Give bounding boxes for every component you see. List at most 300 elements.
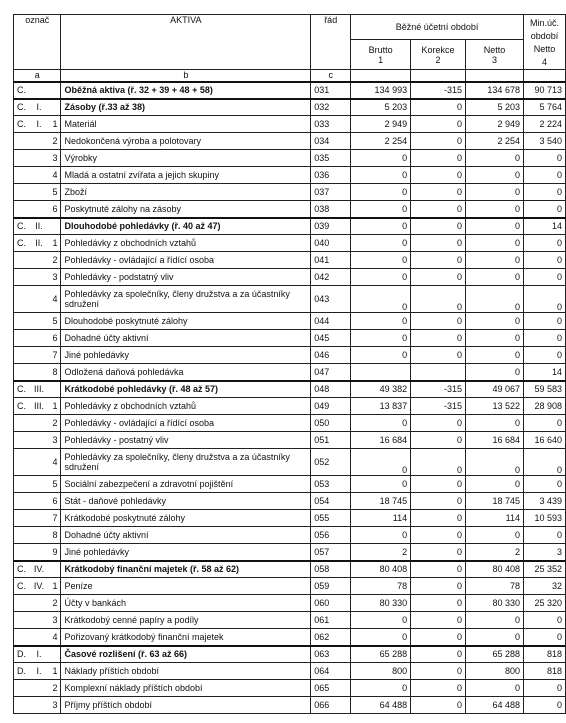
item-name: Jiné pohledávky <box>64 350 130 360</box>
korekce-value: 0 <box>411 184 466 201</box>
marker-group: IV. <box>29 561 49 578</box>
netto-prev-value: 28 908 <box>523 398 565 415</box>
marker-group <box>29 330 49 347</box>
brutto-value: 0 <box>351 680 411 697</box>
netto-prev-value: 3 540 <box>523 133 565 150</box>
marker-group <box>29 510 49 527</box>
item-name-cell <box>61 510 311 527</box>
table-row <box>14 347 566 364</box>
item-name: Jiné pohledávky <box>64 546 130 557</box>
marker-item: 5 <box>49 313 61 330</box>
brutto-value: 134 993 <box>351 82 411 99</box>
marker-item: 2 <box>49 415 61 432</box>
header-min-obdobi: Min.úč. období Netto 4 <box>523 15 565 70</box>
table-row <box>14 286 566 313</box>
item-name: Poskytnuté zálohy na zásoby <box>64 203 182 214</box>
netto-value: 64 488 <box>466 697 524 714</box>
netto-prev-value: 14 <box>523 364 565 381</box>
item-name-cell <box>61 201 311 218</box>
table-row <box>14 218 566 235</box>
item-name-cell <box>61 449 311 476</box>
marker-group: III. <box>29 381 49 398</box>
item-name-cell <box>61 269 311 286</box>
table-row <box>14 133 566 150</box>
item-name-cell <box>61 330 311 347</box>
korekce-value: 0 <box>411 663 466 680</box>
item-name: Pohledávky za společníky, členy družstva a za účastníky sdružení <box>64 289 290 309</box>
netto-value: 18 745 <box>466 493 524 510</box>
header-rad: řád <box>311 15 351 70</box>
marker-group <box>29 269 49 286</box>
marker-group: I. <box>29 646 49 663</box>
korekce-value: 0 <box>411 269 466 286</box>
header-blank <box>466 70 524 82</box>
korekce-value: 0 <box>411 527 466 544</box>
korekce-value: 0 <box>411 629 466 646</box>
item-name-cell <box>61 252 311 269</box>
row-number: 062 <box>311 629 351 646</box>
korekce-value: 0 <box>411 133 466 150</box>
marker-group: II. <box>29 218 49 235</box>
marker-item: 4 <box>49 286 61 313</box>
item-name: Komplexní náklady příštích období <box>64 683 203 693</box>
marker-group: I. <box>29 99 49 116</box>
brutto-value: 0 <box>351 218 411 235</box>
korekce-value <box>411 364 466 381</box>
korekce-value: 0 <box>411 218 466 235</box>
korekce-value: 0 <box>411 150 466 167</box>
item-name-cell <box>61 150 311 167</box>
item-name-cell <box>61 493 311 510</box>
item-name: Pohledávky - ovládající a řídící osoba <box>64 255 215 265</box>
table-row <box>14 252 566 269</box>
item-name: Sociální zabezpečení a zdravotní pojištění <box>64 479 234 489</box>
brutto-value: 80 330 <box>351 595 411 612</box>
netto-prev-value: 3 439 <box>523 493 565 510</box>
table-row <box>14 646 566 663</box>
item-name: Nedokončená výroba a polotovary <box>64 136 202 146</box>
netto-prev-value: 0 <box>523 697 565 714</box>
brutto-value <box>351 364 411 381</box>
item-name: Pohledávky za společníky, členy družstva a za účastníky sdružení <box>64 452 290 472</box>
korekce-value: 0 <box>411 493 466 510</box>
marker-item: 3 <box>49 150 61 167</box>
item-name-cell <box>61 432 311 449</box>
item-name: Dohadné účty aktivní <box>64 530 149 540</box>
row-number: 059 <box>311 578 351 595</box>
item-name: Výrobky <box>64 153 97 163</box>
marker-section: C. <box>14 116 30 133</box>
marker-group <box>29 167 49 184</box>
netto-prev-value: 3 <box>523 544 565 561</box>
item-name: Krátkodobé pohledávky <box>64 384 167 395</box>
marker-section <box>14 510 30 527</box>
header-bezne-obdobi: Běžné účetní období <box>351 15 524 40</box>
item-name: Časové rozlišení <box>64 649 136 660</box>
row-number: 066 <box>311 697 351 714</box>
korekce-value: 0 <box>411 313 466 330</box>
marker-item: 4 <box>49 449 61 476</box>
marker-item: 2 <box>49 133 61 150</box>
item-name-cell <box>61 218 311 235</box>
korekce-value: 0 <box>411 286 466 313</box>
table-row <box>14 201 566 218</box>
item-name-cell <box>61 167 311 184</box>
marker-section <box>14 415 30 432</box>
netto-prev-value: 59 583 <box>523 381 565 398</box>
item-name-cell <box>61 680 311 697</box>
header-col-b: b <box>61 70 311 82</box>
netto-value: 0 <box>466 269 524 286</box>
item-name-cell <box>61 82 311 99</box>
item-name-cell <box>61 561 311 578</box>
netto-prev-value: 25 352 <box>523 561 565 578</box>
item-name: Mladá a ostatní zvířata a jejich skupiny <box>64 170 220 180</box>
marker-section: C. <box>14 82 30 99</box>
row-number: 051 <box>311 432 351 449</box>
korekce-value: 0 <box>411 697 466 714</box>
marker-section <box>14 269 30 286</box>
netto-value: 49 067 <box>466 381 524 398</box>
netto-prev-value: 0 <box>523 184 565 201</box>
item-name-cell <box>61 544 311 561</box>
netto-value: 13 522 <box>466 398 524 415</box>
marker-section: C. <box>14 398 30 415</box>
item-name-cell <box>61 476 311 493</box>
item-name: Stát - daňové pohledávky <box>64 496 167 506</box>
brutto-value: 5 203 <box>351 99 411 116</box>
item-name-cell <box>61 99 311 116</box>
brutto-value: 800 <box>351 663 411 680</box>
netto-prev-value: 32 <box>523 578 565 595</box>
item-name: Pohledávky - postatný vliv <box>64 435 169 445</box>
netto-prev-value: 90 713 <box>523 82 565 99</box>
table-body <box>14 82 566 714</box>
brutto-value: 0 <box>351 476 411 493</box>
table-row <box>14 663 566 680</box>
row-number: 044 <box>311 313 351 330</box>
table-row <box>14 510 566 527</box>
korekce-value: 0 <box>411 510 466 527</box>
marker-group: I. <box>29 116 49 133</box>
netto-value: 0 <box>466 449 524 476</box>
marker-item: 6 <box>49 330 61 347</box>
table-row <box>14 184 566 201</box>
marker-section <box>14 364 30 381</box>
row-number: 057 <box>311 544 351 561</box>
netto-value: 0 <box>466 201 524 218</box>
marker-section <box>14 167 30 184</box>
marker-item: 1 <box>49 398 61 415</box>
marker-group <box>29 449 49 476</box>
brutto-value: 0 <box>351 449 411 476</box>
row-number: 056 <box>311 527 351 544</box>
brutto-value: 0 <box>351 415 411 432</box>
brutto-value: 2 949 <box>351 116 411 133</box>
marker-group <box>29 527 49 544</box>
brutto-value: 2 <box>351 544 411 561</box>
marker-section: C. <box>14 578 30 595</box>
marker-section: C. <box>14 561 30 578</box>
item-name: Pohledávky - podstatný vliv <box>64 272 174 282</box>
item-name-cell <box>61 697 311 714</box>
netto-value: 5 203 <box>466 99 524 116</box>
korekce-value: 0 <box>411 201 466 218</box>
table-row <box>14 476 566 493</box>
marker-item: 6 <box>49 493 61 510</box>
brutto-value: 0 <box>351 330 411 347</box>
netto-prev-value: 0 <box>523 680 565 697</box>
marker-item: 2 <box>49 595 61 612</box>
table-row <box>14 561 566 578</box>
item-name: Pořizovaný krátkodobý finanční majetek <box>64 631 224 642</box>
marker-group <box>29 493 49 510</box>
header-col-c: c <box>311 70 351 82</box>
item-name: Dohadné účty aktivní <box>64 333 149 343</box>
netto-prev-value: 0 <box>523 415 565 432</box>
marker-group <box>29 415 49 432</box>
item-name: Pohledávky z obchodních vztahů <box>64 401 197 411</box>
item-name-cell <box>61 381 311 398</box>
netto-prev-value: 0 <box>523 286 565 313</box>
row-number: 047 <box>311 364 351 381</box>
header-aktiva: AKTIVA <box>61 15 311 70</box>
netto-prev-value: 0 <box>523 313 565 330</box>
item-name: Oběžná aktiva <box>64 85 125 95</box>
netto-value: 0 <box>466 252 524 269</box>
korekce-value: 0 <box>411 646 466 663</box>
marker-group <box>29 432 49 449</box>
marker-section <box>14 133 30 150</box>
row-number: 032 <box>311 99 351 116</box>
table-row <box>14 116 566 133</box>
marker-section: C. <box>14 218 30 235</box>
marker-section <box>14 595 30 612</box>
netto-value: 65 288 <box>466 646 524 663</box>
marker-item: 3 <box>49 697 61 714</box>
marker-item: 6 <box>49 201 61 218</box>
marker-section <box>14 680 30 697</box>
brutto-value: 49 382 <box>351 381 411 398</box>
table-row <box>14 150 566 167</box>
marker-item: 9 <box>49 544 61 561</box>
brutto-value: 114 <box>351 510 411 527</box>
row-number: 052 <box>311 449 351 476</box>
marker-item <box>49 82 61 99</box>
netto-value: 0 <box>466 286 524 313</box>
marker-section <box>14 476 30 493</box>
row-number: 031 <box>311 82 351 99</box>
brutto-value: 0 <box>351 313 411 330</box>
item-name: Dlouhodobé pohledávky <box>64 221 169 232</box>
marker-item <box>49 99 61 116</box>
netto-value: 800 <box>466 663 524 680</box>
item-name: Odložená daňová pohledávka <box>64 366 184 377</box>
brutto-value: 80 408 <box>351 561 411 578</box>
korekce-value: 0 <box>411 235 466 252</box>
brutto-value: 0 <box>351 252 411 269</box>
item-name-cell <box>61 595 311 612</box>
item-name: Krátkodobý cenné papíry a podíly <box>64 615 199 625</box>
netto-prev-value: 0 <box>523 235 565 252</box>
marker-item: 8 <box>49 527 61 544</box>
netto-value: 0 <box>466 415 524 432</box>
row-number: 040 <box>311 235 351 252</box>
marker-item <box>49 646 61 663</box>
netto-prev-value: 0 <box>523 269 565 286</box>
marker-item: 1 <box>49 235 61 252</box>
netto-value: 0 <box>466 527 524 544</box>
korekce-value: -315 <box>411 398 466 415</box>
marker-item <box>49 561 61 578</box>
row-number: 063 <box>311 646 351 663</box>
netto-value: 134 678 <box>466 82 524 99</box>
korekce-value: 0 <box>411 544 466 561</box>
marker-group <box>29 612 49 629</box>
item-name-cell <box>61 415 311 432</box>
marker-item: 3 <box>49 269 61 286</box>
marker-item: 3 <box>49 612 61 629</box>
table-row <box>14 595 566 612</box>
netto-value: 0 <box>466 364 524 381</box>
item-name: Zboží <box>64 187 87 197</box>
brutto-value: 0 <box>351 184 411 201</box>
korekce-value: 0 <box>411 476 466 493</box>
item-name-cell <box>61 286 311 313</box>
marker-section <box>14 330 30 347</box>
header-blank <box>411 70 466 82</box>
brutto-value: 64 488 <box>351 697 411 714</box>
row-number: 043 <box>311 286 351 313</box>
marker-group <box>29 544 49 561</box>
item-name-cell <box>61 612 311 629</box>
marker-group <box>29 697 49 714</box>
item-name-cell <box>61 578 311 595</box>
item-name: Dlouhodobé poskytnuté zálohy <box>64 316 188 326</box>
brutto-value: 0 <box>351 201 411 218</box>
netto-value: 0 <box>466 167 524 184</box>
item-ref: (ř. 32 + 39 + 48 + 58) <box>127 85 213 95</box>
table-row <box>14 612 566 629</box>
brutto-value: 2 254 <box>351 133 411 150</box>
marker-item <box>49 218 61 235</box>
item-name: Krátkodobé poskytnuté zálohy <box>64 513 186 523</box>
marker-section <box>14 252 30 269</box>
marker-section: D. <box>14 663 30 680</box>
item-name-cell <box>61 313 311 330</box>
item-name-cell <box>61 133 311 150</box>
header-brutto: Brutto 1 <box>351 40 411 70</box>
brutto-value: 0 <box>351 527 411 544</box>
marker-group <box>29 476 49 493</box>
table-row <box>14 398 566 415</box>
row-number: 055 <box>311 510 351 527</box>
netto-value: 114 <box>466 510 524 527</box>
marker-section <box>14 150 30 167</box>
marker-item: 4 <box>49 629 61 646</box>
korekce-value: 0 <box>411 432 466 449</box>
netto-prev-value: 0 <box>523 252 565 269</box>
item-name-cell <box>61 235 311 252</box>
korekce-value: 0 <box>411 561 466 578</box>
netto-value: 0 <box>466 330 524 347</box>
marker-section <box>14 629 30 646</box>
table-row <box>14 629 566 646</box>
marker-item: 1 <box>49 578 61 595</box>
marker-section <box>14 493 30 510</box>
netto-prev-value: 0 <box>523 476 565 493</box>
table-row <box>14 364 566 381</box>
marker-group: IV. <box>29 578 49 595</box>
netto-prev-value: 0 <box>523 612 565 629</box>
netto-value: 2 254 <box>466 133 524 150</box>
marker-item: 2 <box>49 252 61 269</box>
marker-section <box>14 612 30 629</box>
balance-sheet-table <box>13 14 566 714</box>
netto-value: 0 <box>466 680 524 697</box>
korekce-value: 0 <box>411 415 466 432</box>
marker-group: III. <box>29 398 49 415</box>
row-number: 049 <box>311 398 351 415</box>
marker-item: 1 <box>49 116 61 133</box>
table-row <box>14 697 566 714</box>
korekce-value: 0 <box>411 99 466 116</box>
table-row <box>14 680 566 697</box>
row-number: 034 <box>311 133 351 150</box>
row-number: 038 <box>311 201 351 218</box>
item-name-cell <box>61 398 311 415</box>
header-oznac: označ <box>14 15 61 70</box>
netto-value: 0 <box>466 347 524 364</box>
marker-section: C. <box>14 235 30 252</box>
table-row <box>14 235 566 252</box>
table-row <box>14 82 566 99</box>
row-number: 035 <box>311 150 351 167</box>
marker-group <box>29 629 49 646</box>
row-number: 060 <box>311 595 351 612</box>
netto-value: 0 <box>466 235 524 252</box>
marker-group: I. <box>29 663 49 680</box>
marker-section <box>14 201 30 218</box>
netto-prev-value: 25 320 <box>523 595 565 612</box>
marker-section: C. <box>14 99 30 116</box>
row-number: 054 <box>311 493 351 510</box>
marker-group <box>29 364 49 381</box>
marker-item: 7 <box>49 347 61 364</box>
item-name: Krátkodobý finanční majetek <box>64 564 188 575</box>
row-number: 036 <box>311 167 351 184</box>
marker-group: II. <box>29 235 49 252</box>
row-number: 039 <box>311 218 351 235</box>
brutto-value: 65 288 <box>351 646 411 663</box>
marker-group <box>29 82 49 99</box>
row-number: 065 <box>311 680 351 697</box>
item-name-cell <box>61 364 311 381</box>
table-row <box>14 544 566 561</box>
marker-group <box>29 201 49 218</box>
netto-prev-value: 0 <box>523 150 565 167</box>
table-row <box>14 269 566 286</box>
item-name: Účty v bankách <box>64 598 126 608</box>
row-number: 041 <box>311 252 351 269</box>
netto-prev-value: 0 <box>523 527 565 544</box>
table-row <box>14 167 566 184</box>
brutto-value: 0 <box>351 629 411 646</box>
item-name: Pohledávky - ovládající a řídící osoba <box>64 418 215 428</box>
marker-group <box>29 252 49 269</box>
brutto-value: 0 <box>351 235 411 252</box>
korekce-value: 0 <box>411 167 466 184</box>
